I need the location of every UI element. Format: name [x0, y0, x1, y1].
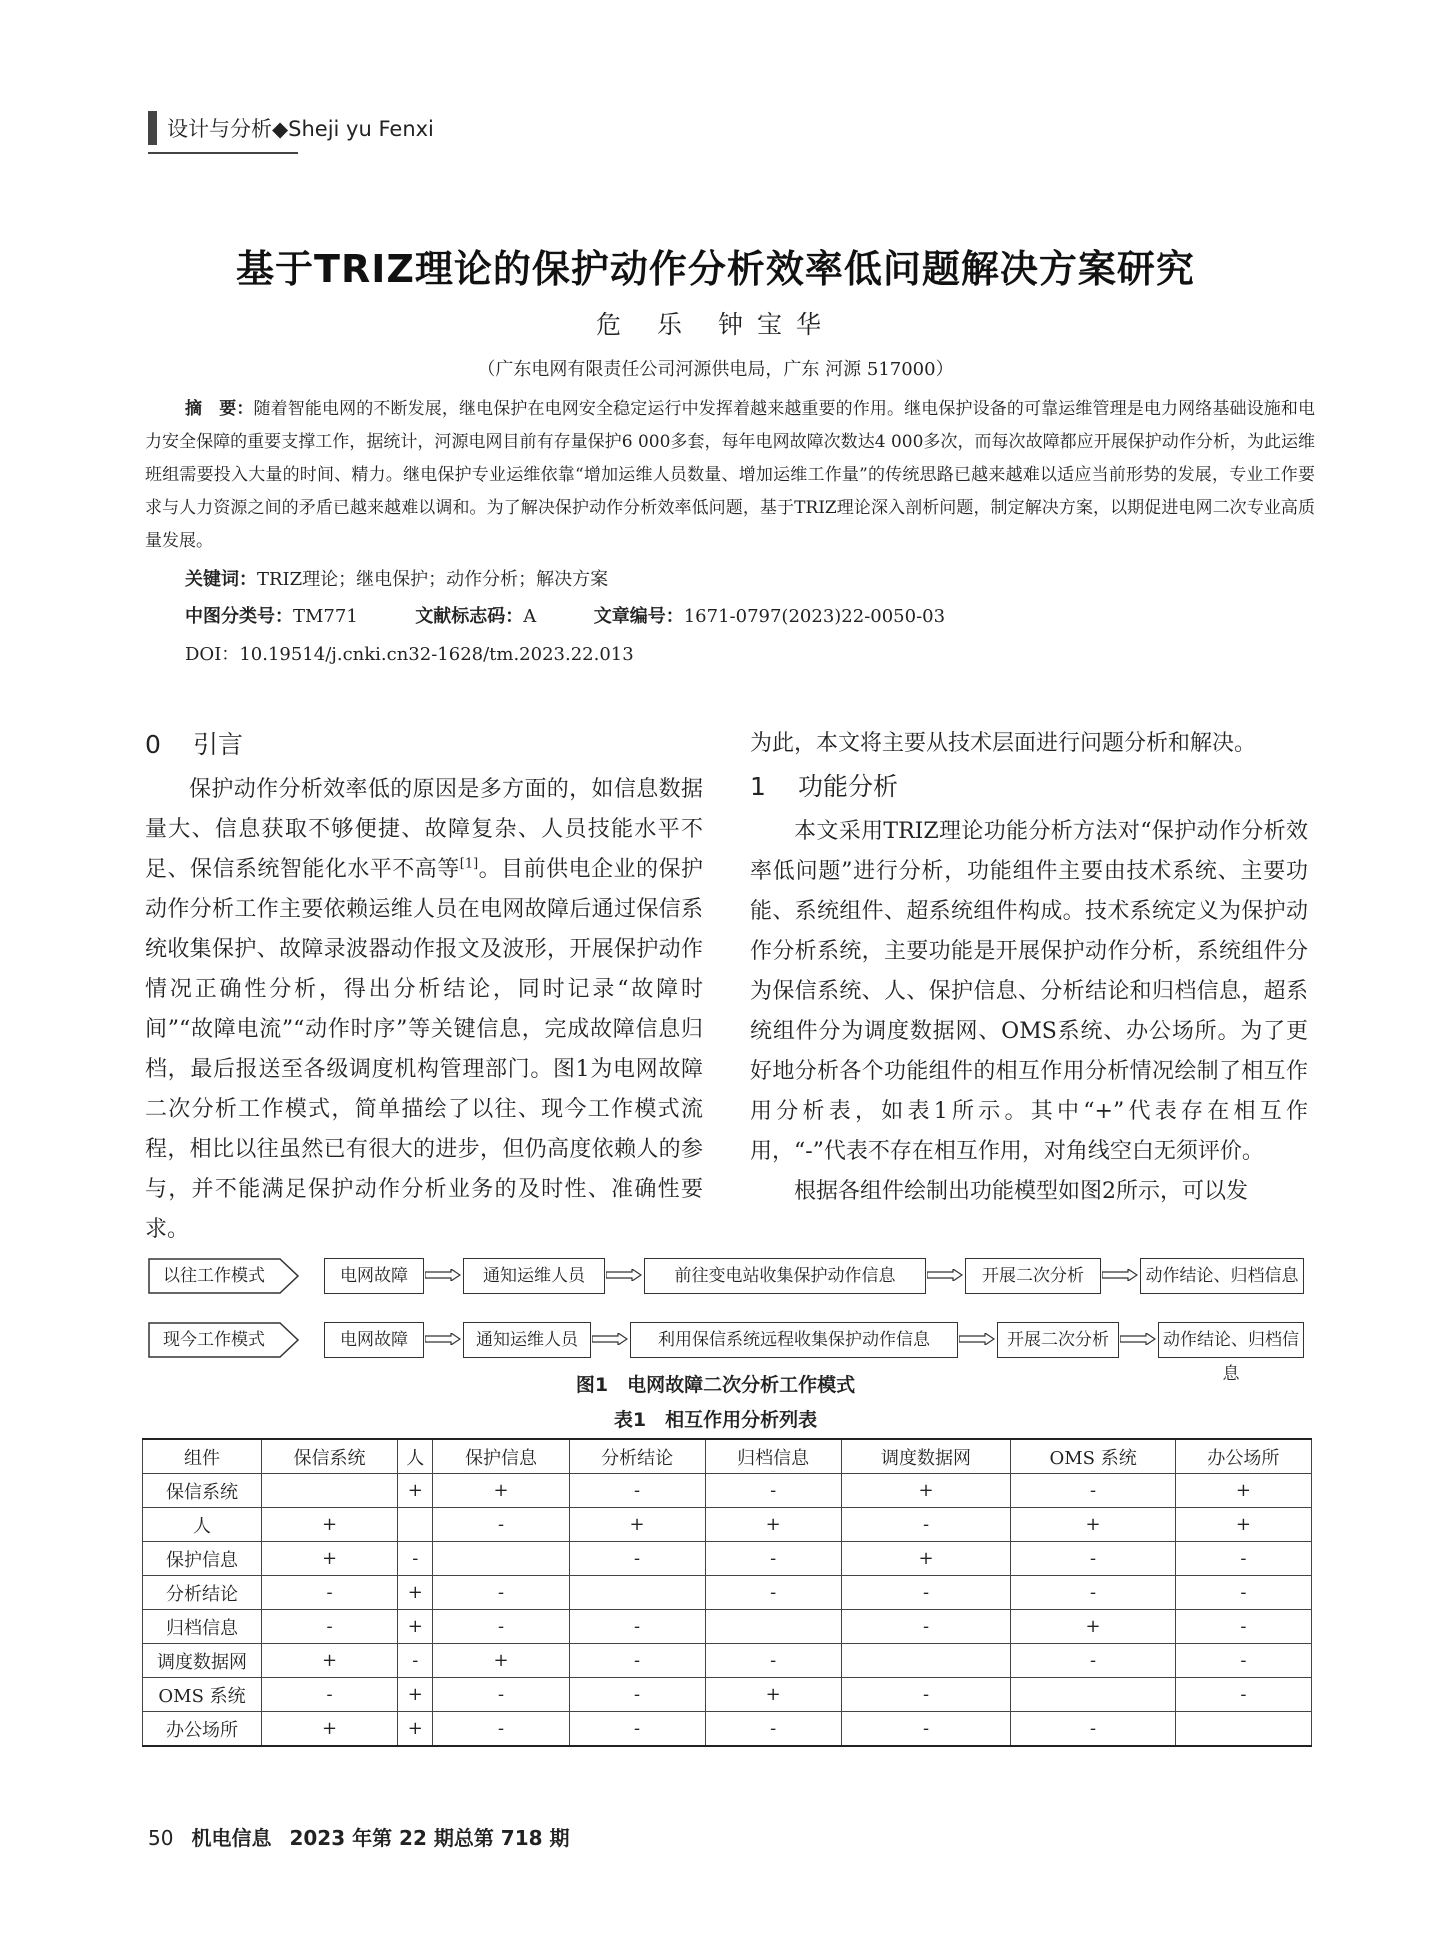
- reference-1[interactable]: [1]: [459, 856, 479, 872]
- flow-box: 前往变电站收集保护动作信息: [644, 1258, 926, 1294]
- table-row: [143, 1712, 1312, 1747]
- table-cell: 人: [143, 1508, 262, 1542]
- running-header: [148, 108, 434, 148]
- flow-box: 电网故障: [324, 1322, 424, 1358]
- page-footer: [148, 1822, 570, 1851]
- abstract-label: 摘 要：: [185, 399, 254, 419]
- table-cell: -: [433, 1678, 569, 1712]
- art-value: 1671-0797(2023)22-0050-03: [683, 606, 946, 627]
- table-cell: -: [262, 1610, 398, 1644]
- table-row: [143, 1610, 1312, 1644]
- table-cell: [705, 1610, 841, 1644]
- table-cell: -: [1011, 1576, 1176, 1610]
- table-cell: +: [398, 1576, 433, 1610]
- table-row: [143, 1576, 1312, 1610]
- table-cell: [262, 1474, 398, 1508]
- table-header-cell: 保护信息: [433, 1439, 569, 1474]
- table-cell: +: [262, 1542, 398, 1576]
- table-cell: -: [569, 1712, 705, 1747]
- table-cell: [1175, 1712, 1311, 1747]
- flow-arrow-icon: [425, 1333, 461, 1345]
- table-cell: [398, 1508, 433, 1542]
- table-cell: -: [841, 1678, 1011, 1712]
- table-cell: -: [1011, 1712, 1176, 1747]
- flow-box: 通知运维人员: [463, 1258, 605, 1294]
- table-cell: -: [1175, 1678, 1311, 1712]
- table-cell: +: [841, 1474, 1011, 1508]
- flow-box: 利用保信系统远程收集保护动作信息: [630, 1322, 958, 1358]
- table-row: [143, 1542, 1312, 1576]
- table-cell: -: [1011, 1542, 1176, 1576]
- table-cell: -: [1011, 1474, 1176, 1508]
- table-cell: 归档信息: [143, 1610, 262, 1644]
- right-para-1: 本文采用TRIZ理论功能分析方法对“保护动作分析效率低问题”进行分析，功能组件主要由技术系统、主要功能、系统组件、超系统组件构成。技术系统定义为保护动作分析系统，主要功能是开展保护动作分析，系统组件分为保信系统、人、保护信息、分析结论和归档信息，超系统组件分为调度数据网、OMS系统、办公场所。为了更好地分析各个功能组件的相互作用分析情况绘制了相互作用分析表，如表1所示。其中“+”代表存在相互作用，“-”代表不存在相互作用，对角线空白无须评价。: [750, 819, 1308, 1164]
- table-cell: -: [433, 1712, 569, 1747]
- page-number: 50: [148, 1826, 174, 1850]
- table-cell: +: [705, 1678, 841, 1712]
- flow-box: 开展二次分析: [997, 1322, 1119, 1358]
- table-cell: +: [705, 1508, 841, 1542]
- table-row: [143, 1678, 1312, 1712]
- table-cell: -: [398, 1644, 433, 1678]
- table-cell: -: [841, 1508, 1011, 1542]
- table-cell: 办公场所: [143, 1712, 262, 1747]
- table-cell: -: [433, 1610, 569, 1644]
- table-header-cell: 分析结论: [569, 1439, 705, 1474]
- flow-arrow-icon: [606, 1269, 642, 1281]
- flow-row-new: [148, 1322, 1308, 1384]
- header-section: 设计与分析◆Sheji yu Fenxi: [167, 117, 434, 141]
- table-cell: +: [262, 1644, 398, 1678]
- intro-text-rest: 。目前供电企业的保护动作分析工作主要依赖运维人员在电网故障后通过保信系统收集保护、故障录波器动作报文及波形，开展保护动作情况正确性分析，得出分析结论，同时记录“故障时间”“故障电流”“动作时序”等关键信息，完成故障信息归档，最后报送至各级调度机构管理部门。图1为电网故障二次分析工作模式，简单描绘了以往、现今工作模式流程，相比以往虽然已有很大的进步，但仍高度依赖人的参与，并不能满足保护动作分析业务的及时性、准确性要求。: [145, 857, 703, 1242]
- flow-arrow-icon: [592, 1333, 628, 1345]
- table-header-cell: 归档信息: [705, 1439, 841, 1474]
- table-cell: [841, 1644, 1011, 1678]
- flow-arrow-icon: [927, 1269, 963, 1281]
- art-label: 文章编号：: [593, 606, 684, 627]
- section-0-number: 0: [145, 730, 161, 759]
- table-cell: -: [262, 1678, 398, 1712]
- table-cell: -: [569, 1678, 705, 1712]
- table-cell: -: [1011, 1644, 1176, 1678]
- table-cell: [433, 1542, 569, 1576]
- table-cell: +: [398, 1712, 433, 1747]
- table-cell: -: [1175, 1610, 1311, 1644]
- table-cell: +: [398, 1474, 433, 1508]
- header-rule: [148, 152, 298, 154]
- table-header-row: [143, 1439, 1312, 1474]
- section-1-number: 1: [750, 772, 766, 801]
- doi: [185, 640, 634, 666]
- figure-1-caption: 图1 电网故障二次分析工作模式: [575, 1374, 856, 1396]
- table-header-cell: OMS 系统: [1011, 1439, 1176, 1474]
- table-cell: +: [433, 1644, 569, 1678]
- mode-tag-label: 现今工作模式: [163, 1330, 265, 1350]
- table-cell: +: [433, 1474, 569, 1508]
- table-header-cell: 调度数据网: [841, 1439, 1011, 1474]
- flow-box: 通知运维人员: [463, 1322, 591, 1358]
- abstract: [145, 393, 1315, 558]
- table-cell: -: [569, 1542, 705, 1576]
- section-1-heading: [750, 762, 1308, 812]
- table-cell: -: [705, 1712, 841, 1747]
- clc-label: 中图分类号：: [185, 606, 293, 627]
- right-para-0: 为此，本文将主要从技术层面进行问题分析和解决。: [750, 731, 1257, 756]
- left-column: [145, 720, 703, 1250]
- table-row: [143, 1508, 1312, 1542]
- table-cell: +: [1175, 1508, 1311, 1542]
- doc-value: A: [523, 606, 537, 627]
- table-cell: +: [1011, 1610, 1176, 1644]
- doi-label: DOI：: [185, 644, 240, 665]
- keywords-label: 关键词：: [185, 569, 257, 590]
- table-cell: -: [1175, 1576, 1311, 1610]
- table-cell: -: [705, 1474, 841, 1508]
- table-cell: -: [433, 1508, 569, 1542]
- table-cell: -: [569, 1610, 705, 1644]
- table-cell: +: [569, 1508, 705, 1542]
- table-cell: +: [398, 1678, 433, 1712]
- intro-text: 保护动作分析效率低的原因是多方面的，如信息数据量大、信息获取不够便捷、故障复杂、人员技能水平不足、保信系统智能化水平不高等: [145, 777, 703, 882]
- clc-value: TM771: [293, 606, 358, 627]
- table-header-cell: 组件: [143, 1439, 262, 1474]
- doi-text: 10.19514/j.cnki.cn32-1628/tm.2023.22.013: [239, 644, 634, 665]
- table-cell: -: [1175, 1644, 1311, 1678]
- section-1-title: 功能分析: [798, 772, 899, 801]
- table-cell: -: [705, 1576, 841, 1610]
- classification: [185, 602, 945, 628]
- table-cell: -: [841, 1610, 1011, 1644]
- table-cell: +: [262, 1712, 398, 1747]
- table-cell: -: [569, 1644, 705, 1678]
- journal-issue: 2023 年第 22 期总第 718 期: [289, 1826, 570, 1850]
- table-cell: -: [705, 1644, 841, 1678]
- abstract-text: 随着智能电网的不断发展，继电保护在电网安全稳定运行中发挥着越来越重要的作用。继电保护设备的可靠运维管理是电力网络基础设施和电力安全保障的重要支撑工作，据统计，河源电网目前有存量保护6 000多套，每年电网故障次数达4 000多次，而每次故障都应开展保护动作分析，为此运维班组需要投入大量的时间、精力。继电保护专业运维依靠“增加运维人员数量、增加运维工作量”的传统思路已越来越难以适应当前形势的发展，专业工作要求与人力资源之间的矛盾已越来越难以调和。为了解决保护动作分析效率低问题，基于TRIZ理论深入剖析问题，制定解决方案，以期促进电网二次专业高质量发展。: [145, 399, 1316, 551]
- table-cell: [1011, 1678, 1176, 1712]
- section-0-heading: [145, 720, 703, 770]
- table-row: [143, 1644, 1312, 1678]
- table-cell: -: [705, 1542, 841, 1576]
- table-1-caption: 表1 相互作用分析列表: [613, 1409, 818, 1431]
- table-cell: +: [1175, 1474, 1311, 1508]
- table-cell: OMS 系统: [143, 1678, 262, 1712]
- table-cell: [569, 1576, 705, 1610]
- table-header-cell: 人: [398, 1439, 433, 1474]
- table-cell: -: [1175, 1542, 1311, 1576]
- flow-box: 动作结论、归档信息: [1158, 1322, 1304, 1358]
- flow-row-old: [148, 1258, 1308, 1294]
- flow-arrow-icon: [1120, 1333, 1156, 1345]
- paper-title: 基于TRIZ理论的保护动作分析效率低问题解决方案研究: [236, 247, 1195, 291]
- table-cell: 保信系统: [143, 1474, 262, 1508]
- flow-box: 电网故障: [324, 1258, 424, 1294]
- flow-arrow-icon: [425, 1269, 461, 1281]
- keywords: [185, 565, 608, 591]
- paper-affiliation: （广东电网有限责任公司河源供电局，广东 河源 517000）: [477, 359, 954, 380]
- keywords-text: TRIZ理论；继电保护；动作分析；解决方案: [257, 569, 609, 590]
- flow-arrow-icon: [959, 1333, 995, 1345]
- table-cell: 保护信息: [143, 1542, 262, 1576]
- mode-tag-label: 以往工作模式: [163, 1266, 265, 1286]
- paper-authors: 危 乐 钟宝华: [596, 310, 835, 339]
- table-cell: -: [262, 1576, 398, 1610]
- table-cell: +: [398, 1610, 433, 1644]
- table-cell: -: [433, 1576, 569, 1610]
- section-0-title: 引言: [193, 730, 244, 759]
- table-cell: 分析结论: [143, 1576, 262, 1610]
- table-header-cell: 办公场所: [1175, 1439, 1311, 1474]
- flow-box: 开展二次分析: [965, 1258, 1101, 1294]
- table-cell: +: [1011, 1508, 1176, 1542]
- right-para-2: 根据各组件绘制出功能模型如图2所示，可以发: [794, 1179, 1248, 1204]
- table-cell: +: [262, 1508, 398, 1542]
- table-cell: -: [841, 1712, 1011, 1747]
- table-cell: 调度数据网: [143, 1644, 262, 1678]
- table-cell: -: [398, 1542, 433, 1576]
- journal-name: 机电信息: [191, 1826, 272, 1850]
- intro-paragraph: [145, 770, 703, 1250]
- flow-arrow-icon: [1102, 1269, 1138, 1281]
- table-cell: -: [569, 1474, 705, 1508]
- table-cell: +: [841, 1542, 1011, 1576]
- table-cell: -: [841, 1576, 1011, 1610]
- right-column: [750, 724, 1308, 1212]
- doc-label: 文献标志码：: [415, 606, 524, 627]
- header-bar: [148, 111, 157, 145]
- interaction-table: [142, 1438, 1312, 1747]
- table-header-cell: 保信系统: [262, 1439, 398, 1474]
- flow-box: 动作结论、归档信息: [1140, 1258, 1304, 1294]
- table-row: [143, 1474, 1312, 1508]
